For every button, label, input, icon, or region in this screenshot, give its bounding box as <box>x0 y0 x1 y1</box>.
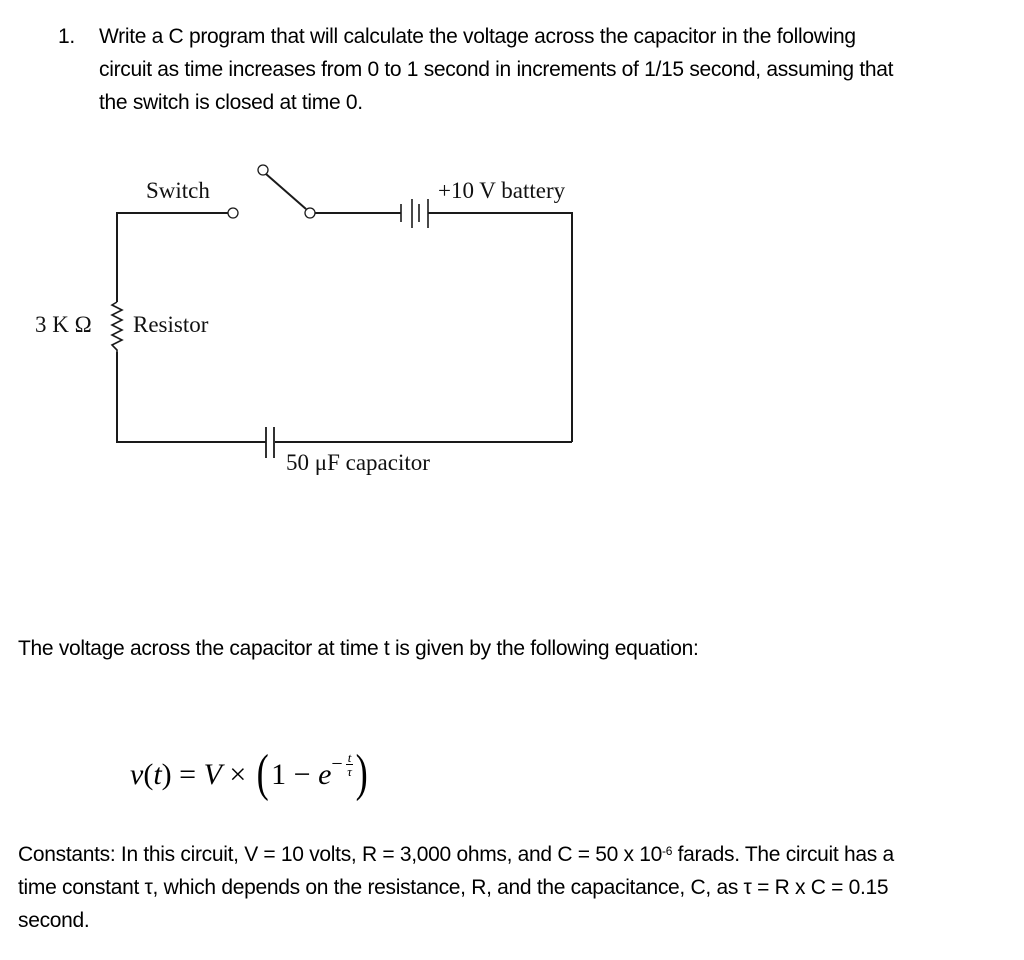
constants-paragraph <box>18 838 1018 937</box>
eq-lhs-func: v <box>130 758 144 791</box>
eq-open-paren: ( <box>256 745 269 802</box>
wire-top-right <box>428 213 572 442</box>
constants-line-1-part-1: Constants: In this circuit, V = 10 volts, R = 3,000 ohms, and C = 50 x 10 <box>18 843 663 866</box>
eq-V: V <box>203 758 222 791</box>
constants-line-1-part-2: farads. The circuit has a <box>672 843 894 866</box>
resistor-value-label: 3 K Ω <box>35 312 92 337</box>
constants-line-1 <box>18 838 1018 871</box>
switch-lever <box>266 174 306 209</box>
eq-equals: = <box>179 758 197 791</box>
battery-icon <box>401 199 428 228</box>
eq-frac-num: t <box>347 750 352 765</box>
constants-line-3: second. <box>18 909 90 932</box>
constants-exponent: -6 <box>662 844 673 858</box>
equation-intro: The voltage across the capacitor at time t is given by the following equation: <box>18 637 699 660</box>
wire-bottom-left <box>117 352 266 442</box>
capacitor-label: 50 μF capacitor <box>286 450 430 475</box>
capacitor-icon <box>266 427 274 458</box>
question-number: 1. <box>58 25 75 48</box>
resistor-icon <box>112 302 122 352</box>
switch-pivot-icon <box>305 208 315 218</box>
resistor-label: Resistor <box>133 312 209 337</box>
question-line-1: Write a C program that will calculate the voltage across the capacitor in the following <box>99 25 856 48</box>
voltage-equation <box>130 738 371 802</box>
wire-top-left <box>117 213 228 302</box>
battery-label: +10 V battery <box>438 178 566 203</box>
constants-line-2: time constant τ, which depends on the resistance, R, and the capacitance, C, as τ = R x C = 0.15 <box>18 876 889 899</box>
question-line-3: the switch is closed at time 0. <box>99 91 363 114</box>
eq-close-paren: ) <box>355 745 369 802</box>
switch-terminal-left-icon <box>228 208 238 218</box>
switch-label: Switch <box>146 178 210 203</box>
eq-fraction <box>346 751 354 778</box>
switch-lever-end-icon <box>258 165 268 175</box>
eq-minus: − <box>293 758 311 791</box>
question-line-2: circuit as time increases from 0 to 1 second in increments of 1/15 second, assuming that <box>99 58 894 81</box>
eq-lhs-arg: (t) <box>143 758 172 791</box>
eq-e: e <box>318 758 332 791</box>
eq-exp-minus: − <box>331 753 343 775</box>
eq-times: × <box>229 758 247 791</box>
eq-one: 1 <box>271 758 287 791</box>
eq-frac-den: τ <box>347 764 352 779</box>
eq-exponent <box>331 751 353 778</box>
